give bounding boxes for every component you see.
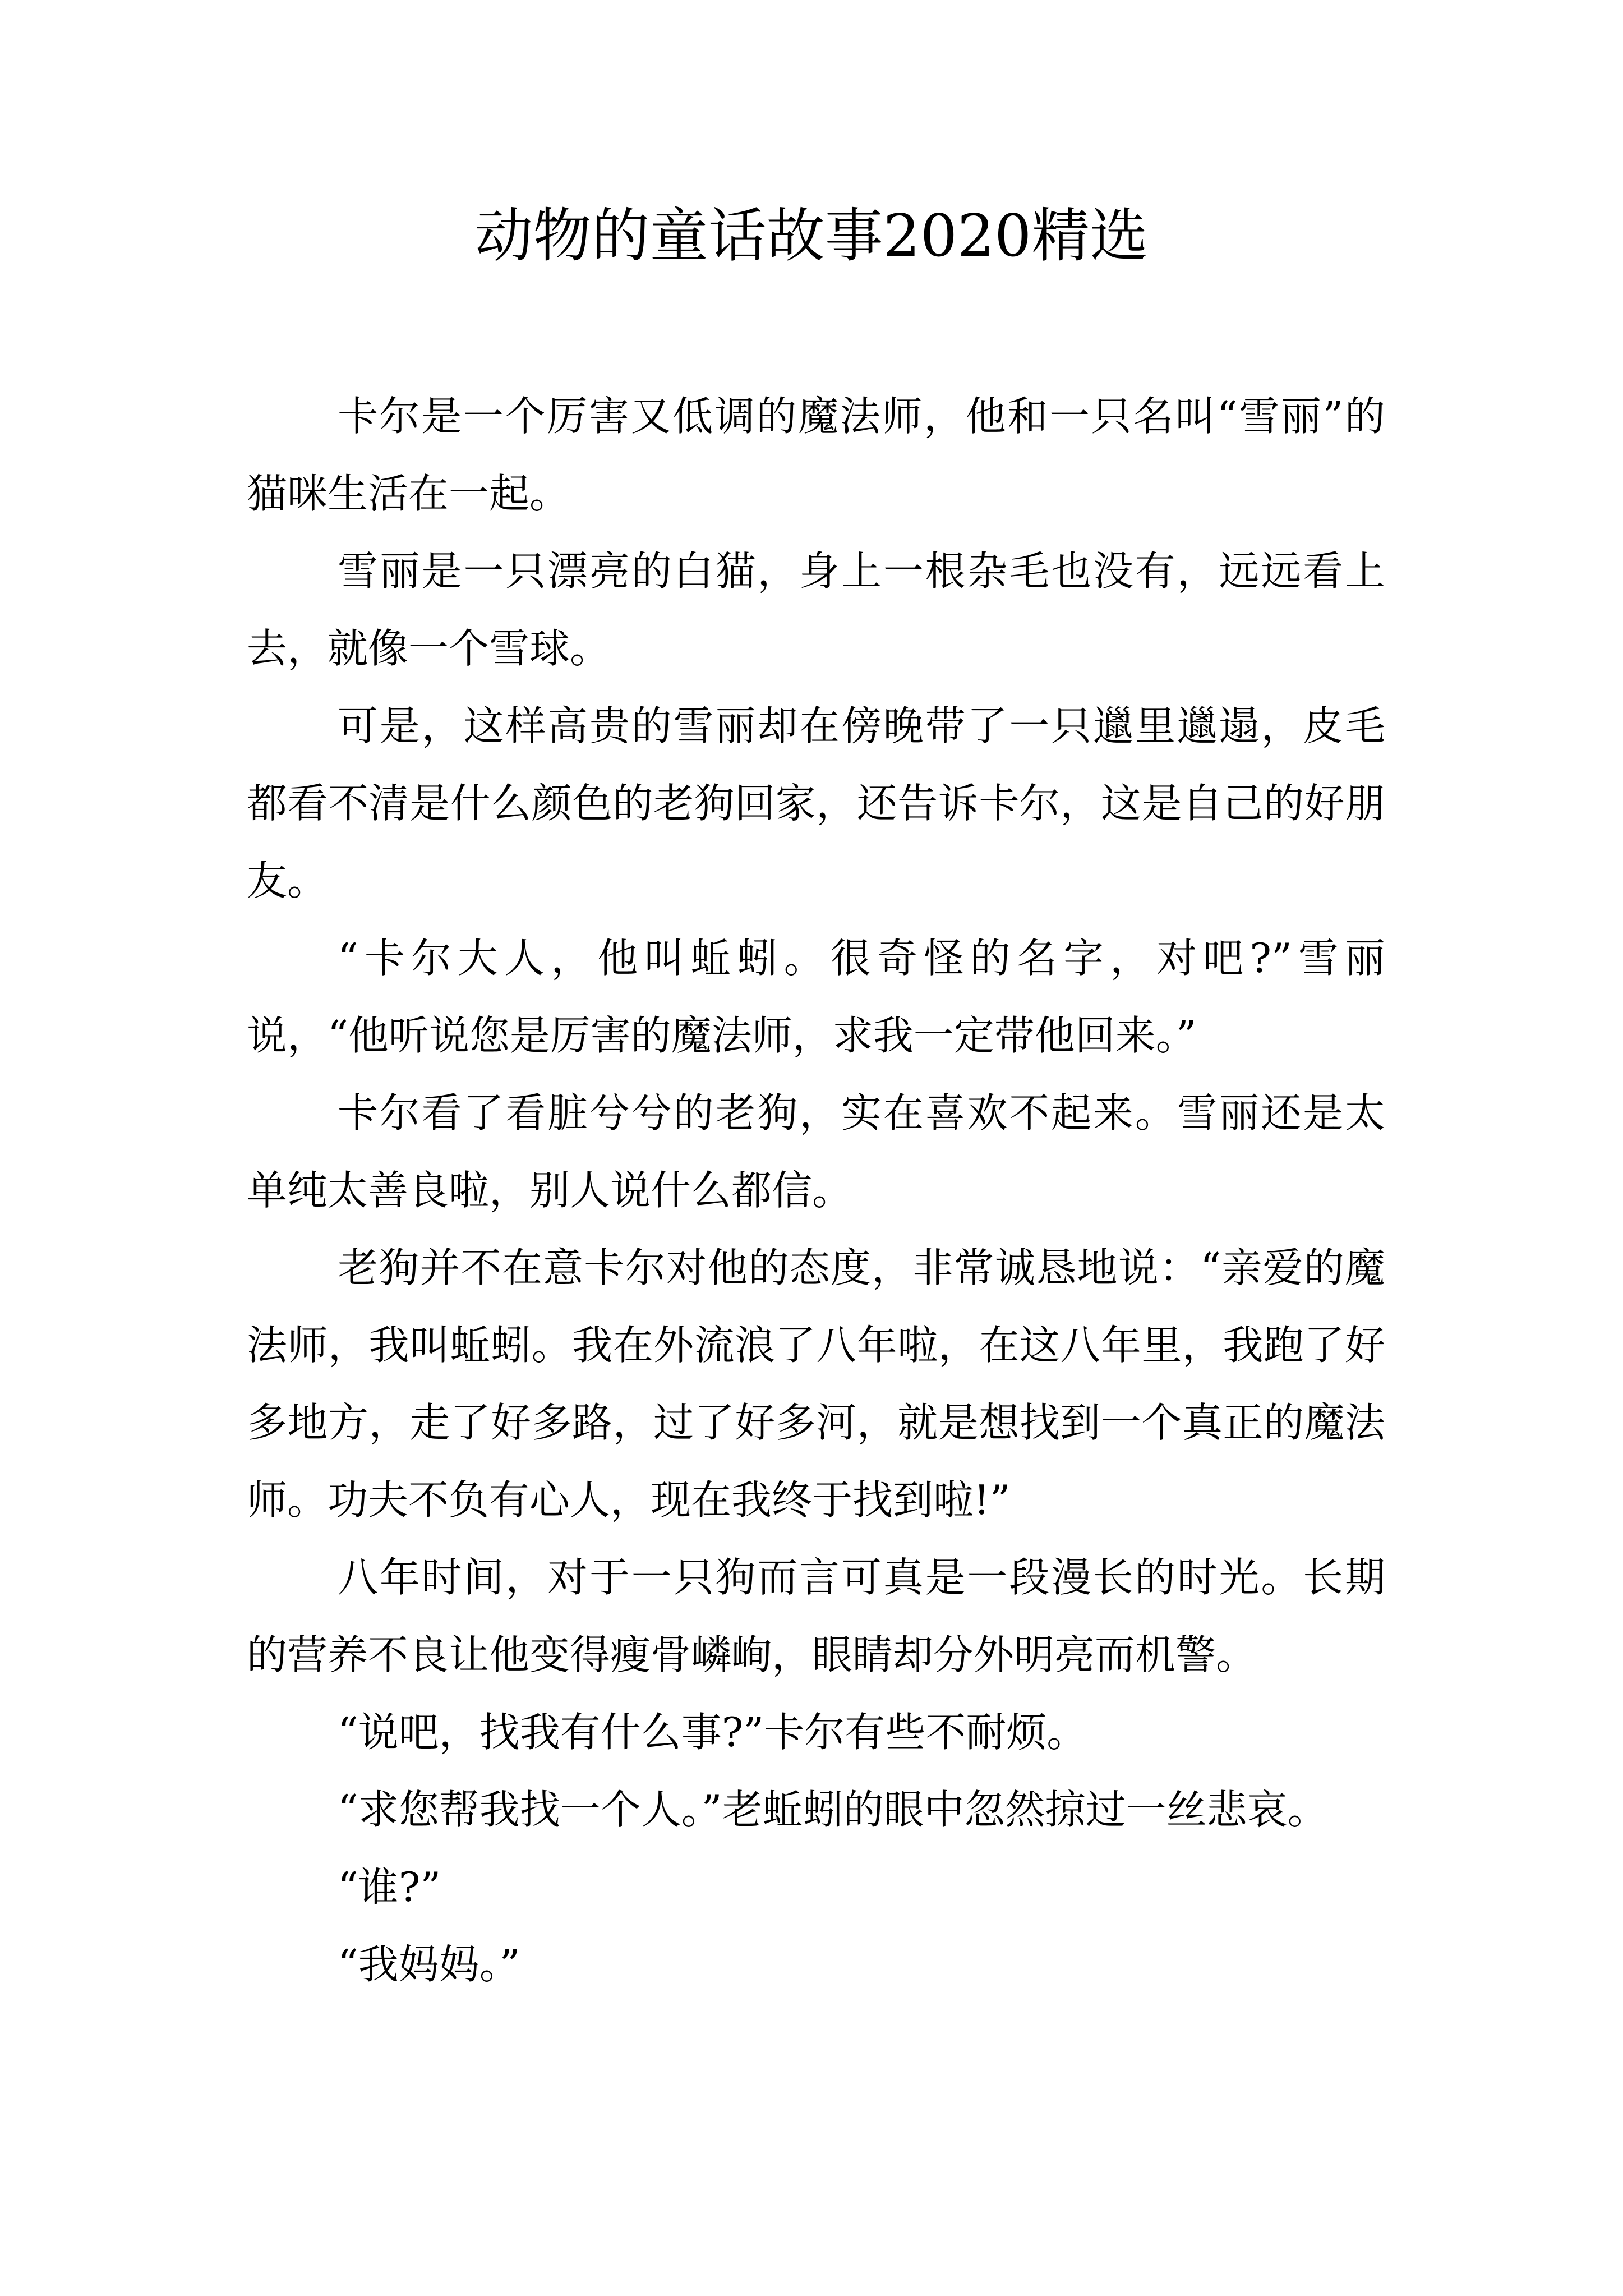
- document-body: [247, 378, 1385, 2003]
- paragraph: “说吧，找我有什么事?”卡尔有些不耐烦。: [338, 1709, 1087, 1756]
- paragraph: 八年时间，对于一只狗而言可真是一段漫长的时光。长期的营养不良让他变得瘦骨嶙峋，眼睛却分外明亮而机警。: [247, 1554, 1385, 1678]
- paragraph: 可是，这样高贵的雪丽却在傍晚带了一只邋里邋遢，皮毛都看不清是什么颜色的老狗回家，还告诉卡尔，这是自己的好朋友。: [247, 702, 1385, 904]
- paragraph: “卡尔大人，他叫蚯蚓。很奇怪的名字，对吧?”雪丽说，“他听说您是厉害的魔法师，求我一定带他回来。”: [247, 935, 1385, 1059]
- paragraph: “我妈妈。”: [338, 1941, 520, 1988]
- paragraph: “求您帮我找一个人。”老蚯蚓的眼中忽然掠过一丝悲哀。: [338, 1786, 1328, 1833]
- document-title: 动物的童话故事2020精选: [474, 201, 1149, 270]
- paragraph: 老狗并不在意卡尔对他的态度，非常诚恳地说：“亲爱的魔法师，我叫蚯蚓。我在外流浪了八年啦，在这八年里，我跑了好多地方，走了好多路，过了好多河，就是想找到一个真正的魔法师。功夫不负有心人，现在我终于找到啦!”: [247, 1244, 1385, 1524]
- paragraph: 卡尔看了看脏兮兮的老狗，实在喜欢不起来。雪丽还是太单纯太善良啦，别人说什么都信。: [247, 1089, 1385, 1214]
- paragraph: “谁?”: [338, 1864, 441, 1911]
- paragraph: 卡尔是一个厉害又低调的魔法师，他和一只名叫“雪丽”的猫咪生活在一起。: [247, 393, 1385, 517]
- paragraph: 雪丽是一只漂亮的白猫，身上一根杂毛也没有，远远看上去，就像一个雪球。: [247, 547, 1385, 672]
